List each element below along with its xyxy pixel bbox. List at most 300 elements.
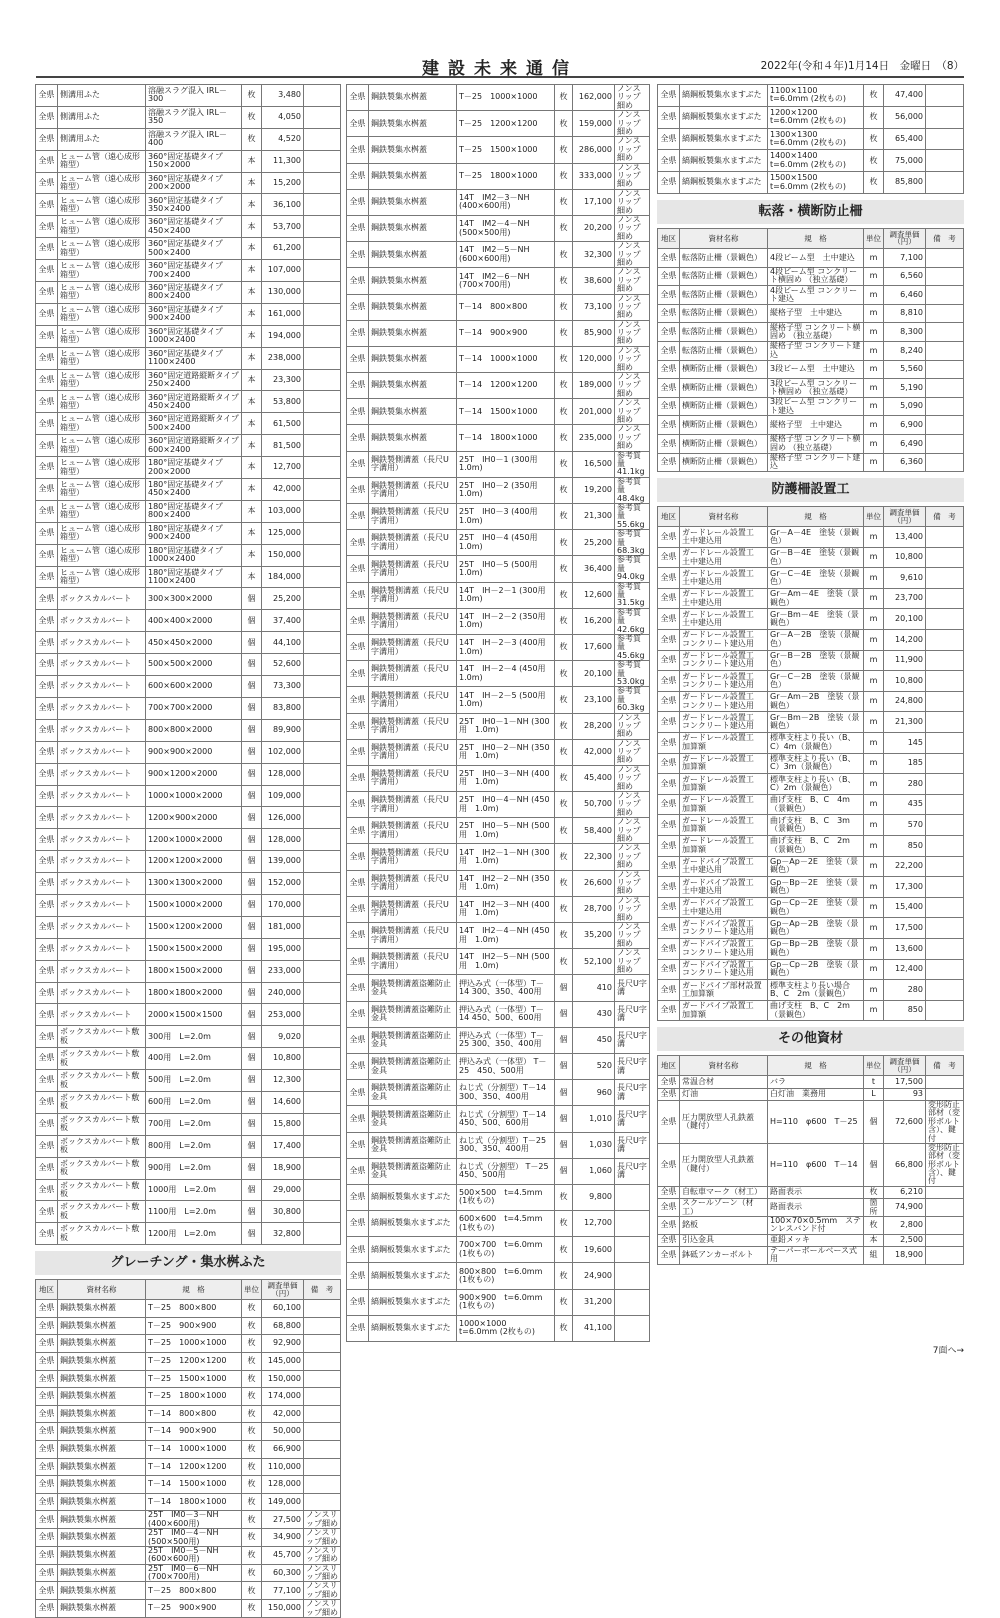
cell-region: 全県 — [658, 360, 680, 379]
cell-spec: 標準支柱より長い場合 B、C 2m（景観色） — [768, 980, 864, 1001]
cell-region: 全県 — [36, 1529, 58, 1547]
cell-region: 全県 — [36, 1352, 58, 1370]
cell-region: 全県 — [36, 479, 58, 501]
cell-note: ノンスリップ細め — [615, 137, 650, 163]
cell-region: 全県 — [36, 982, 58, 1004]
cell-unit: 枚 — [555, 242, 573, 268]
cell-region: 全県 — [347, 896, 369, 922]
cell-material: ガードパイプ設置工 土中建込用 — [680, 897, 768, 918]
cell-material: 横断防止柵（景観色） — [680, 453, 768, 472]
cell-spec: Gr－Bm－4E 塗装（景観色） — [768, 609, 864, 630]
cell-region: 全県 — [347, 1106, 369, 1132]
cell-region: 全県 — [36, 1048, 58, 1070]
cell-spec: 1200×900×2000 — [146, 807, 242, 829]
cell-spec: 25T IH0－4－NH (450用 1.0m) — [457, 792, 555, 818]
cell-spec: 1200×1200×2000 — [146, 851, 242, 873]
cell-price: 24,800 — [884, 691, 926, 712]
cell-note — [926, 733, 964, 754]
cell-price: 128,000 — [262, 1476, 304, 1494]
cell-note — [304, 1004, 341, 1026]
cell-unit: 箇所 — [864, 1199, 884, 1217]
cell-unit: m — [864, 650, 884, 671]
price-table — [35, 84, 341, 1245]
cell-note — [304, 194, 341, 216]
cell-unit: 個 — [242, 676, 262, 698]
cell-note — [304, 391, 341, 413]
cell-spec: T－25 800×800 — [146, 1582, 242, 1600]
cell-unit: 枚 — [555, 425, 573, 451]
cell-note: ノンスリップ細め — [615, 373, 650, 399]
cell-note: ノンスリップ細め — [615, 242, 650, 268]
cell-spec: 1800×1500×2000 — [146, 960, 242, 982]
cell-unit: 枚 — [555, 582, 573, 608]
cell-material: ボックスカルバート — [58, 851, 146, 873]
cell-region: 全県 — [347, 844, 369, 870]
cell-region: 全県 — [658, 248, 680, 267]
cell-region: 全県 — [36, 938, 58, 960]
cell-spec: 360°固定基礎タイプ 700×2400 — [146, 260, 242, 282]
cell-note — [926, 753, 964, 774]
cell-material: ヒューム管（遠心成形箱型） — [58, 150, 146, 172]
table-header — [658, 1056, 964, 1076]
cell-price: 5,090 — [884, 397, 926, 416]
cell-price: 85,800 — [884, 172, 926, 194]
cell-note — [304, 457, 341, 479]
table-row — [36, 697, 341, 719]
cell-note — [926, 1199, 964, 1217]
cell-price: 25,200 — [262, 588, 304, 610]
cell-region: 全県 — [658, 568, 680, 589]
cell-material: 横断防止柵（景観色） — [680, 416, 768, 435]
table-row — [36, 1113, 341, 1135]
table-row — [36, 1440, 341, 1458]
cell-note: 長尺U字溝 — [615, 1106, 650, 1132]
cell-material: 鋼鉄製集水桝蓋 — [369, 268, 457, 294]
cell-price: 194,000 — [262, 325, 304, 347]
cell-region: 全県 — [658, 323, 680, 342]
cell-region: 全県 — [347, 923, 369, 949]
cell-price: 93 — [884, 1088, 926, 1100]
cell-region: 全県 — [347, 687, 369, 713]
table-row — [347, 844, 650, 870]
cell-price: 53,700 — [262, 216, 304, 238]
cell-material: 側溝用ふた — [58, 85, 146, 107]
table-row — [36, 1335, 341, 1353]
table-row — [36, 500, 341, 522]
cell-material: スクールゾーン（材工） — [680, 1199, 768, 1217]
cell-price: 1,060 — [573, 1158, 615, 1184]
cell-spec: T－14 1500×1000 — [457, 399, 555, 425]
table-body — [658, 1076, 964, 1264]
cell-unit: 個 — [242, 1201, 262, 1223]
cell-unit: m — [864, 918, 884, 939]
cell-spec: 14T IH－2－4 (450用 1.0m) — [457, 661, 555, 687]
cell-price: 31,200 — [573, 1289, 615, 1315]
cell-material: ボックスカルバート敷板 — [58, 1026, 146, 1048]
cell-region: 全県 — [347, 765, 369, 791]
table-row — [36, 1070, 341, 1092]
cell-material: 鋼鉄製集水桝蓋 — [58, 1582, 146, 1600]
column-2 — [346, 84, 650, 1342]
table-row — [36, 413, 341, 435]
cell-note — [304, 479, 341, 501]
cell-material: 鋼鉄製集水桝蓋 — [58, 1335, 146, 1353]
cell-region: 全県 — [347, 949, 369, 975]
cell-price: 9,610 — [884, 568, 926, 589]
cell-price: 103,000 — [262, 500, 304, 522]
cell-unit: 枚 — [555, 85, 573, 111]
cell-spec: 500×500 t=4.5mm (1枚もの) — [457, 1184, 555, 1210]
cell-unit: 枚 — [555, 923, 573, 949]
cell-region: 全県 — [36, 391, 58, 413]
cell-note: ノンスリップ細め — [615, 399, 650, 425]
table-row — [36, 1179, 341, 1201]
cell-note — [926, 286, 964, 305]
cell-material: ガードレール設置工 土中建込用 — [680, 568, 768, 589]
table-row — [36, 1026, 341, 1048]
cell-spec: 白灯油 業務用 — [768, 1088, 864, 1100]
cell-unit: 個 — [242, 1135, 262, 1157]
cell-spec: H=110 φ600 T－25 — [768, 1100, 864, 1143]
cell-spec: 2000×1500×1500 — [146, 1004, 242, 1026]
cell-spec: 3段ビーム型 コンクリート建込 — [768, 397, 864, 416]
table-row — [36, 1458, 341, 1476]
cell-spec: 400×400×2000 — [146, 610, 242, 632]
cell-note — [615, 1211, 650, 1237]
table-row — [347, 1237, 650, 1263]
cell-region: 全県 — [36, 1300, 58, 1318]
cell-price: 161,000 — [262, 303, 304, 325]
table-row — [347, 451, 650, 477]
table-row — [347, 713, 650, 739]
cell-region: 全県 — [658, 1143, 680, 1186]
cell-material: 鋼鉄製集水桝蓋 — [58, 1423, 146, 1441]
table-row — [658, 172, 964, 194]
cell-material: ボックスカルバート — [58, 960, 146, 982]
cell-unit: 個 — [242, 960, 262, 982]
cell-price: 23,300 — [262, 369, 304, 391]
cell-price: 107,000 — [262, 260, 304, 282]
cell-material: 鋼鉄製側溝蓋盗難防止金具 — [369, 1027, 457, 1053]
table-row — [36, 457, 341, 479]
cell-material: 鋼鉄製集水桝蓋 — [58, 1476, 146, 1494]
cell-region: 全県 — [658, 1199, 680, 1217]
cell-material: ヒューム管（遠心成形箱型） — [58, 413, 146, 435]
cell-unit: m — [864, 248, 884, 267]
cell-material: ヒューム管（遠心成形箱型） — [58, 435, 146, 457]
cell-material: ガードパイプ設置工 加算額 — [680, 1000, 768, 1021]
cell-price: 34,900 — [262, 1529, 304, 1547]
table-row — [36, 85, 341, 107]
cell-price: 139,000 — [262, 851, 304, 873]
cell-spec: 360°固定基礎タイプ 800×2400 — [146, 282, 242, 304]
cell-region: 全県 — [36, 785, 58, 807]
cell-region: 全県 — [36, 1201, 58, 1223]
cell-material: 転落防止柵（景観色） — [680, 304, 768, 323]
cell-region: 全県 — [658, 304, 680, 323]
cell-spec: 1400×1400 t=6.0mm (2枚もの) — [768, 150, 864, 172]
table-row — [347, 818, 650, 844]
header-unit: 単位 — [864, 507, 884, 527]
cell-region: 全県 — [36, 347, 58, 369]
cell-region: 全県 — [658, 1000, 680, 1021]
cell-material: 鋼鉄製側溝蓋（長尺U字溝用） — [369, 713, 457, 739]
cell-unit: 枚 — [242, 85, 262, 107]
cell-note — [304, 1458, 341, 1476]
cell-unit: 本 — [242, 216, 262, 238]
cell-region: 全県 — [658, 547, 680, 568]
cell-spec: 360°固定基礎タイプ 500×2400 — [146, 238, 242, 260]
cell-spec: T－25 1200×1200 — [146, 1352, 242, 1370]
cell-unit: 個 — [555, 975, 573, 1001]
cell-spec: 700×700 t=6.0mm (1枚もの) — [457, 1237, 555, 1263]
cell-spec: 900用 L=2.0m — [146, 1157, 242, 1179]
cell-price: 28,700 — [573, 896, 615, 922]
cell-material: 縞鋼板製集水ますぶた — [369, 1211, 457, 1237]
cell-material: ヒューム管（遠心成形箱型） — [58, 522, 146, 544]
cell-note: 参考質量 48.4kg — [615, 477, 650, 503]
cell-note — [926, 671, 964, 692]
cell-note — [304, 1070, 341, 1092]
cell-region: 全県 — [658, 650, 680, 671]
cell-price: 11,900 — [884, 650, 926, 671]
cell-unit: 枚 — [555, 1211, 573, 1237]
cell-material: 鉢砥アンカーボルト — [680, 1247, 768, 1265]
cell-price: 52,600 — [262, 654, 304, 676]
cell-price: 6,490 — [884, 434, 926, 453]
cell-region: 全県 — [658, 85, 680, 107]
cell-unit: 枚 — [555, 215, 573, 241]
cell-note — [304, 763, 341, 785]
cell-spec: 1300×1300×2000 — [146, 873, 242, 895]
cell-unit: 本 — [242, 413, 262, 435]
cell-material: 銘板 — [680, 1216, 768, 1234]
cell-spec: 360°固定道路縦断タイプ 450×2400 — [146, 391, 242, 413]
cell-note: 参考質量 31.5kg — [615, 582, 650, 608]
cell-price: 125,000 — [262, 522, 304, 544]
cell-price: 12,400 — [884, 959, 926, 980]
cell-note — [304, 260, 341, 282]
cell-spec: T－25 1800×1000 — [457, 163, 555, 189]
cell-spec: 14T IH－2－1 (300用 1.0m) — [457, 582, 555, 608]
cell-material: 鋼鉄製集水桝蓋 — [58, 1300, 146, 1318]
cell-region: 全県 — [36, 741, 58, 763]
table-row — [658, 1100, 964, 1143]
cell-material: 鋼鉄製側溝蓋（長尺U字溝用） — [369, 765, 457, 791]
cell-note: ノンスリップ細め — [615, 215, 650, 241]
cell-material: 縞鋼板製集水ますぶた — [369, 1289, 457, 1315]
table-row — [347, 477, 650, 503]
table-row — [36, 938, 341, 960]
cell-price: 10,800 — [262, 1048, 304, 1070]
table-row — [347, 1053, 650, 1079]
table-row — [36, 719, 341, 741]
cell-region: 全県 — [347, 373, 369, 399]
cell-material: ガードレール設置工 コンクリート建込用 — [680, 630, 768, 651]
cell-price: 333,000 — [573, 163, 615, 189]
cell-material: 横断防止柵（景観色） — [680, 397, 768, 416]
cell-material: ボックスカルバート — [58, 763, 146, 785]
cell-spec: 14T IH－2－5 (500用 1.0m) — [457, 687, 555, 713]
cell-unit: m — [864, 609, 884, 630]
cell-note — [304, 325, 341, 347]
cell-price: 17,100 — [573, 189, 615, 215]
cell-spec: 800×800 t=6.0mm (1枚もの) — [457, 1263, 555, 1289]
cell-price: 181,000 — [262, 916, 304, 938]
cell-note — [304, 1388, 341, 1406]
cell-material: ガードパイプ設置工 土中建込用 — [680, 856, 768, 877]
table-row — [36, 1476, 341, 1494]
cell-unit: 枚 — [555, 477, 573, 503]
table-row — [36, 982, 341, 1004]
cell-price: 16,200 — [573, 608, 615, 634]
cell-price: 38,600 — [573, 268, 615, 294]
cell-note — [304, 544, 341, 566]
cell-spec: 25T IH0－2 (350用 1.0m) — [457, 477, 555, 503]
cell-price: 37,400 — [262, 610, 304, 632]
cell-note — [304, 807, 341, 829]
cell-region: 全県 — [36, 654, 58, 676]
cell-unit: m — [864, 980, 884, 1001]
cell-region: 全県 — [36, 1135, 58, 1157]
cell-note — [615, 1184, 650, 1210]
cell-note: ノンスリップ細め — [615, 896, 650, 922]
cell-spec: 1200×1200 t=6.0mm (2枚もの) — [768, 106, 864, 128]
cell-unit: m — [864, 568, 884, 589]
cell-unit: 本 — [242, 194, 262, 216]
cell-price: 75,000 — [884, 150, 926, 172]
cell-price: 17,300 — [884, 877, 926, 898]
cell-material: 側溝用ふた — [58, 106, 146, 128]
cell-unit: 個 — [555, 1001, 573, 1027]
cell-note: ノンスリップ細め — [615, 268, 650, 294]
cell-material: ボックスカルバート — [58, 785, 146, 807]
cell-spec: T－25 900×900 — [146, 1600, 242, 1618]
table-row — [36, 1352, 341, 1370]
table-row — [347, 870, 650, 896]
cell-unit: 枚 — [555, 1263, 573, 1289]
table-row — [658, 630, 964, 651]
header-price: 調査単価（円） — [884, 1056, 926, 1076]
cell-spec: 900×900×2000 — [146, 741, 242, 763]
cell-region: 全県 — [36, 1423, 58, 1441]
cell-spec: 溶融スラグ混入 IRL－400 — [146, 128, 242, 150]
cell-region: 全県 — [36, 1493, 58, 1511]
header-row — [658, 507, 964, 527]
cell-note — [304, 632, 341, 654]
cell-note: 参考質量 45.6kg — [615, 634, 650, 660]
table-row — [658, 286, 964, 305]
table-body — [36, 85, 341, 1245]
cell-unit: 組 — [864, 1247, 884, 1265]
cell-note — [615, 1315, 650, 1341]
cell-material: ボックスカルバート敷板 — [58, 1223, 146, 1245]
cell-region: 全県 — [347, 399, 369, 425]
cell-material: ガードレール設置工 コンクリート建込用 — [680, 671, 768, 692]
cell-price: 520 — [573, 1053, 615, 1079]
cell-spec: 押込み式（一体型）T－25 300、350、400用 — [457, 1027, 555, 1053]
cell-unit: 本 — [242, 150, 262, 172]
cell-price: 286,000 — [573, 137, 615, 163]
cell-material: 鋼鉄製側溝蓋（長尺U字溝用） — [369, 582, 457, 608]
cell-spec: 縦格子型 コンクリート横固め （独立基礎） — [768, 434, 864, 453]
cell-unit: 枚 — [555, 373, 573, 399]
cell-region: 全県 — [658, 609, 680, 630]
cell-unit: 本 — [242, 500, 262, 522]
cell-note — [304, 1352, 341, 1370]
cell-spec: ねじ式（分割型）T－25 300、350、400用 — [457, 1132, 555, 1158]
cell-price: 21,300 — [573, 504, 615, 530]
cell-region: 全県 — [658, 267, 680, 286]
cell-price: 150,000 — [262, 1370, 304, 1388]
cell-spec: T－14 1800×1000 — [146, 1493, 242, 1511]
cell-unit: 枚 — [555, 451, 573, 477]
cell-note — [304, 873, 341, 895]
cell-note: ノンスリップ細め — [304, 1564, 341, 1582]
cell-region: 全県 — [658, 774, 680, 795]
cell-note — [926, 85, 964, 107]
table-row — [347, 792, 650, 818]
cell-spec: T－25 1800×1000 — [146, 1388, 242, 1406]
cell-material: 転落防止柵（景観色） — [680, 267, 768, 286]
cell-note — [926, 1088, 964, 1100]
cell-note: ノンスリップ細め — [615, 739, 650, 765]
table-row — [36, 150, 341, 172]
cell-unit: 枚 — [555, 687, 573, 713]
cell-material: 鋼鉄製側溝蓋（長尺U字溝用） — [369, 870, 457, 896]
cell-price: 36,400 — [573, 556, 615, 582]
cell-note — [304, 741, 341, 763]
cell-unit: m — [864, 453, 884, 472]
cell-price: 185 — [884, 753, 926, 774]
cell-price: 29,000 — [262, 1179, 304, 1201]
cell-note — [304, 1370, 341, 1388]
cell-price: 12,700 — [573, 1211, 615, 1237]
table-row — [36, 479, 341, 501]
cell-unit: 枚 — [864, 106, 884, 128]
cell-note: 参考質量 68.3kg — [615, 530, 650, 556]
table-row — [36, 1493, 341, 1511]
cell-material: 転落防止柵（景観色） — [680, 323, 768, 342]
cell-unit: 枚 — [242, 1388, 262, 1406]
cell-spec: ねじ式（分割型） T－25 450、500用 — [457, 1158, 555, 1184]
table-row — [347, 1001, 650, 1027]
cell-price: 128,000 — [262, 829, 304, 851]
cell-unit: 個 — [242, 632, 262, 654]
cell-region: 全県 — [36, 1388, 58, 1406]
cell-material: 鋼鉄製集水桝蓋 — [369, 425, 457, 451]
cell-note — [926, 128, 964, 150]
cell-note — [926, 172, 964, 194]
cell-region: 全県 — [658, 286, 680, 305]
table-header — [658, 507, 964, 527]
cell-spec: 1200×1000×2000 — [146, 829, 242, 851]
cell-region: 全県 — [347, 268, 369, 294]
cell-material: ガードレール設置工 土中建込用 — [680, 527, 768, 548]
cell-unit: 枚 — [555, 163, 573, 189]
cell-unit: 本 — [242, 303, 262, 325]
cell-spec: 360°固定基礎タイプ 200×2000 — [146, 172, 242, 194]
cell-region: 全県 — [36, 1317, 58, 1335]
cell-price: 35,200 — [573, 923, 615, 949]
cell-material: 鋼鉄製側溝蓋盗難防止金具 — [369, 1001, 457, 1027]
table-row — [658, 323, 964, 342]
cell-price: 410 — [573, 975, 615, 1001]
cell-spec: T－25 1500×1000 — [457, 137, 555, 163]
cell-spec: 600用 L=2.0m — [146, 1091, 242, 1113]
cell-price: 195,000 — [262, 938, 304, 960]
cell-region: 全県 — [658, 397, 680, 416]
